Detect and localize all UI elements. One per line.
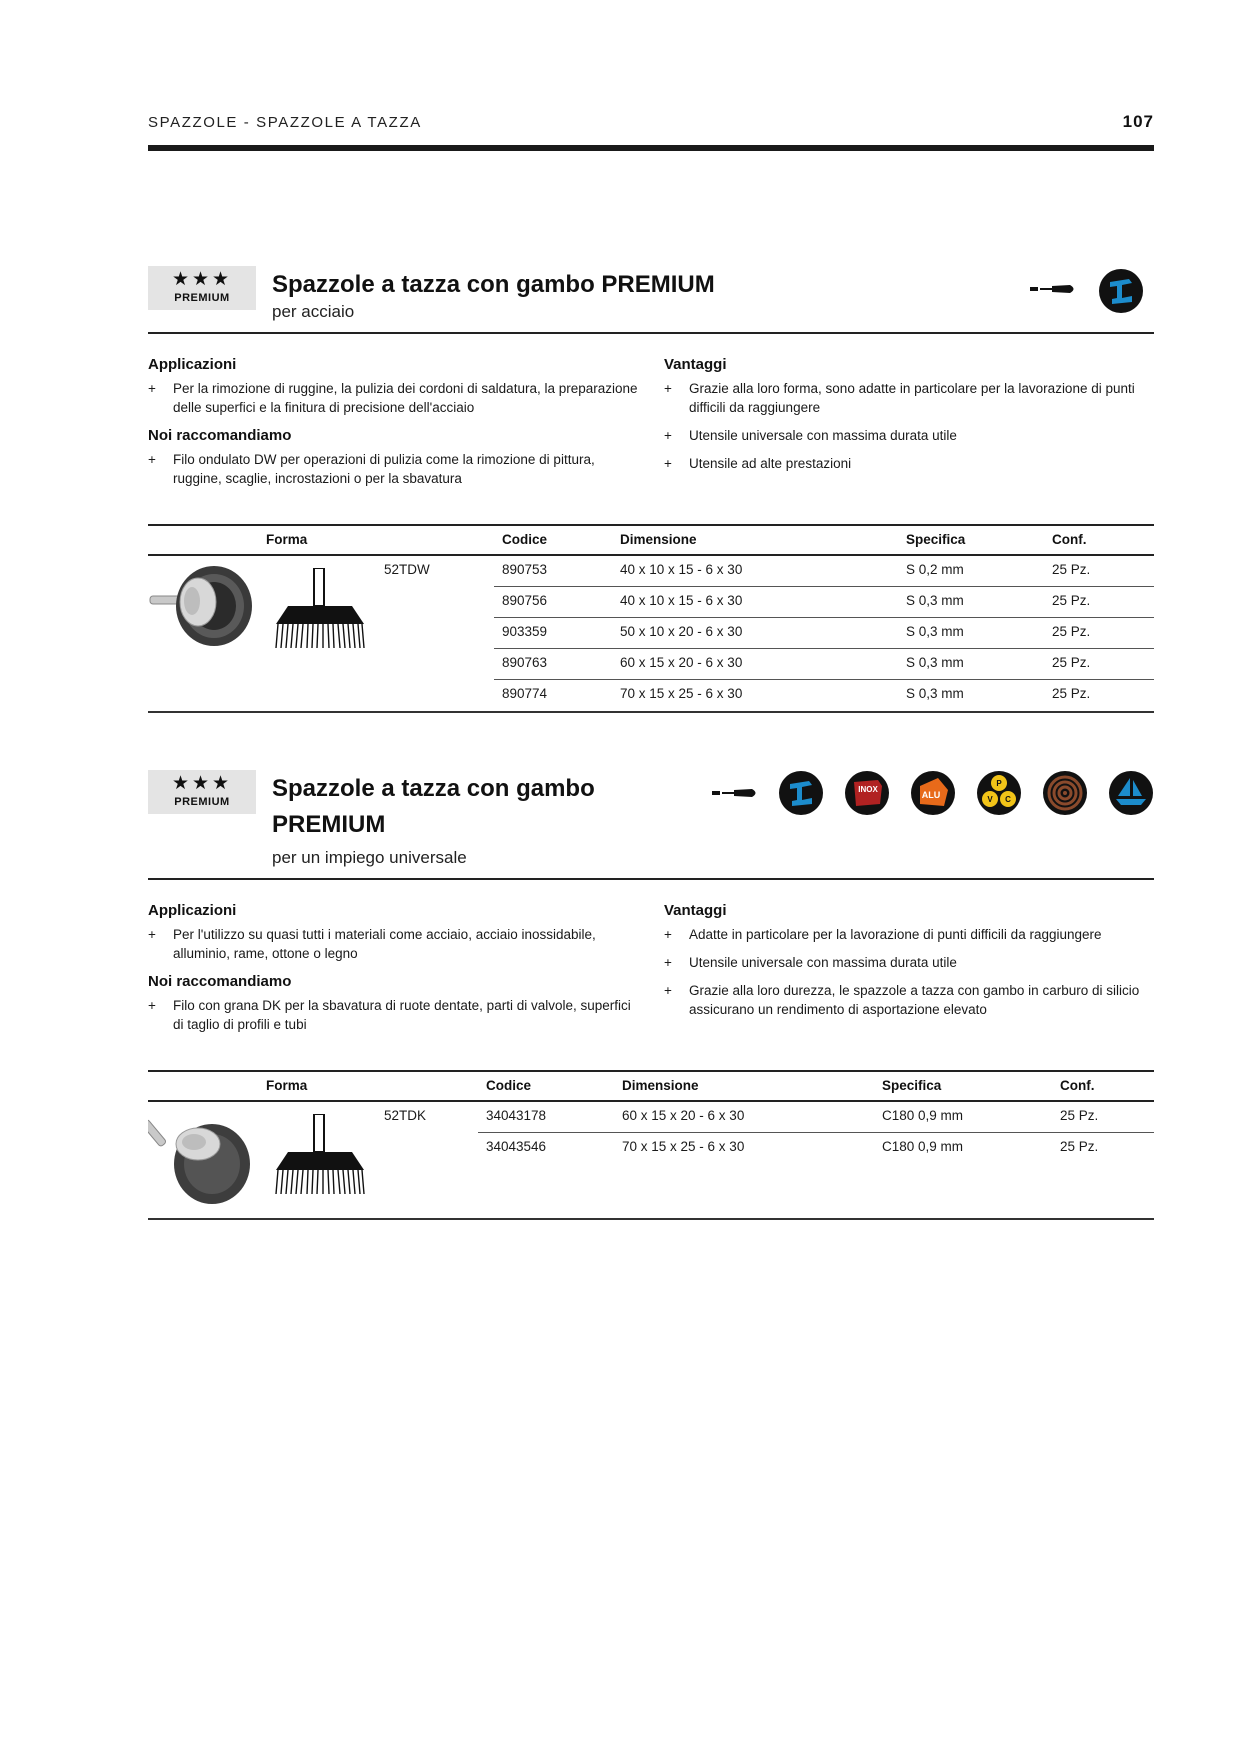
model-code: 52TDW xyxy=(384,562,430,577)
aluminium-material-icon xyxy=(910,770,956,816)
product-title: Spazzole a tazza con gambo PREMIUM xyxy=(272,775,595,838)
drill-shank-icon xyxy=(712,788,760,798)
boat-material-icon xyxy=(1108,770,1154,816)
col-specifica: Specifica xyxy=(882,1078,942,1093)
table-row: 903359 50 x 10 x 20 - 6 x 30 S 0,3 mm 25 Pz. xyxy=(494,618,1154,649)
applications-heading: Applicazioni xyxy=(148,356,237,373)
right-column xyxy=(664,902,1154,1028)
product-table xyxy=(148,524,1154,701)
recommend-heading: Noi raccomandiamo xyxy=(148,427,292,444)
recommend-heading: Noi raccomandiamo xyxy=(148,973,292,990)
table-row: 890774 70 x 15 x 25 - 6 x 30 S 0,3 mm 25 Pz. xyxy=(502,686,1091,701)
list-item: + Per l'utilizzo su quasi tutti i materiali come acciaio, acciaio inossidabile, alluminio, rame, ottone o legno xyxy=(148,927,596,961)
applications-heading: Applicazioni xyxy=(148,902,237,919)
table-row: 890756 40 x 10 x 15 - 6 x 30 S 0,3 mm 25 Pz. xyxy=(494,587,1154,618)
section-title: SPAZZOLE - SPAZZOLE A TAZZA xyxy=(148,114,422,131)
list-item: + Grazie alla loro durezza, le spazzole a tazza con gambo in carburo di silicio assicurano un rendimento di asportazione elevato xyxy=(664,983,1140,1017)
list-item: + Utensile ad alte prestazioni xyxy=(664,456,852,471)
drill-shank-icon xyxy=(1030,284,1078,294)
wood-material-icon xyxy=(1042,770,1088,816)
svg-text:C: C xyxy=(1005,795,1011,804)
product-table xyxy=(148,1070,1154,1154)
inox-material-icon xyxy=(844,770,890,816)
table-header xyxy=(148,1070,1154,1102)
model-code: 52TDK xyxy=(384,1108,427,1123)
svg-text:INOX: INOX xyxy=(858,785,878,794)
cup-brush-photo xyxy=(148,1108,258,1208)
col-conf: Conf. xyxy=(1060,1078,1095,1093)
badge-stars: ★★★ xyxy=(171,269,233,290)
brush-shape-diagram xyxy=(274,568,366,650)
product-title: Spazzole a tazza con gambo PREMIUM xyxy=(272,271,715,298)
col-specifica: Specifica xyxy=(906,532,966,547)
badge-stars: ★★★ xyxy=(171,773,233,794)
premium-badge xyxy=(148,770,256,814)
list-item: + Filo ondulato DW per operazioni di pulizia come la rimozione di pittura, ruggine, scaglie, incrostazioni o per la sbavatura xyxy=(148,452,595,486)
table-bottom-rule xyxy=(148,1218,1154,1220)
title-rule xyxy=(148,332,1154,334)
list-item: + Utensile universale con massima durata utile xyxy=(664,428,957,443)
steel-material-icon xyxy=(1098,268,1144,314)
premium-badge xyxy=(148,266,256,310)
col-dimensione: Dimensione xyxy=(620,532,697,547)
list-item: + Filo con grana DK per la sbavatura di ruote dentate, parti di valvole, superfici di taglio di profili e tubi xyxy=(148,998,631,1032)
table-row: 34043178 60 x 15 x 20 - 6 x 30 C180 0,9 mm 25 Pz. xyxy=(478,1102,1154,1133)
col-dimensione: Dimensione xyxy=(622,1078,699,1093)
title-rule xyxy=(148,878,1154,880)
badge-label: PREMIUM xyxy=(174,292,230,304)
steel-material-icon xyxy=(778,770,824,816)
list-item: + Grazie alla loro forma, sono adatte in particolare per la lavorazione di punti difficili da raggiungere xyxy=(664,381,1135,415)
col-codice: Codice xyxy=(486,1078,532,1093)
page-number: 107 xyxy=(1122,112,1154,131)
svg-text:P: P xyxy=(996,779,1002,788)
page-header xyxy=(148,110,1154,150)
advantages-heading: Vantaggi xyxy=(664,902,727,919)
cup-brush-photo xyxy=(148,562,258,658)
col-forma: Forma xyxy=(266,532,308,547)
list-item: + Utensile universale con massima durata utile xyxy=(664,955,957,970)
pvc-material-icon xyxy=(976,770,1022,816)
table-row: 34043546 70 x 15 x 25 - 6 x 30 C180 0,9 mm 25 Pz. xyxy=(486,1139,1099,1154)
table-header xyxy=(148,524,1154,556)
svg-text:V: V xyxy=(987,795,993,804)
table-row: 890763 60 x 15 x 20 - 6 x 30 S 0,3 mm 25 Pz. xyxy=(494,649,1154,680)
product-subtitle: per un impiego universale xyxy=(272,848,467,867)
left-column xyxy=(148,356,638,497)
svg-text:ALU: ALU xyxy=(921,790,941,800)
table-bottom-rule xyxy=(148,711,1154,713)
list-item: + Adatte in particolare per la lavorazione di punti difficili da raggiungere xyxy=(664,927,1102,942)
product-subtitle: per acciaio xyxy=(272,302,355,321)
badge-label: PREMIUM xyxy=(174,796,230,808)
advantages-heading: Vantaggi xyxy=(664,356,727,373)
col-forma: Forma xyxy=(266,1078,308,1093)
left-column xyxy=(148,902,638,1043)
col-codice: Codice xyxy=(502,532,548,547)
table-row: 890753 40 x 10 x 15 - 6 x 30 S 0,2 mm 25 Pz. xyxy=(494,556,1154,587)
list-item: + Per la rimozione di ruggine, la pulizia dei cordoni di saldatura, la preparazione delle superfici e la finitura di precisione dell'acciaio xyxy=(148,381,638,415)
header-rule xyxy=(148,145,1154,151)
brush-shape-diagram xyxy=(274,1114,366,1196)
col-conf: Conf. xyxy=(1052,532,1087,547)
right-column xyxy=(664,356,1154,482)
